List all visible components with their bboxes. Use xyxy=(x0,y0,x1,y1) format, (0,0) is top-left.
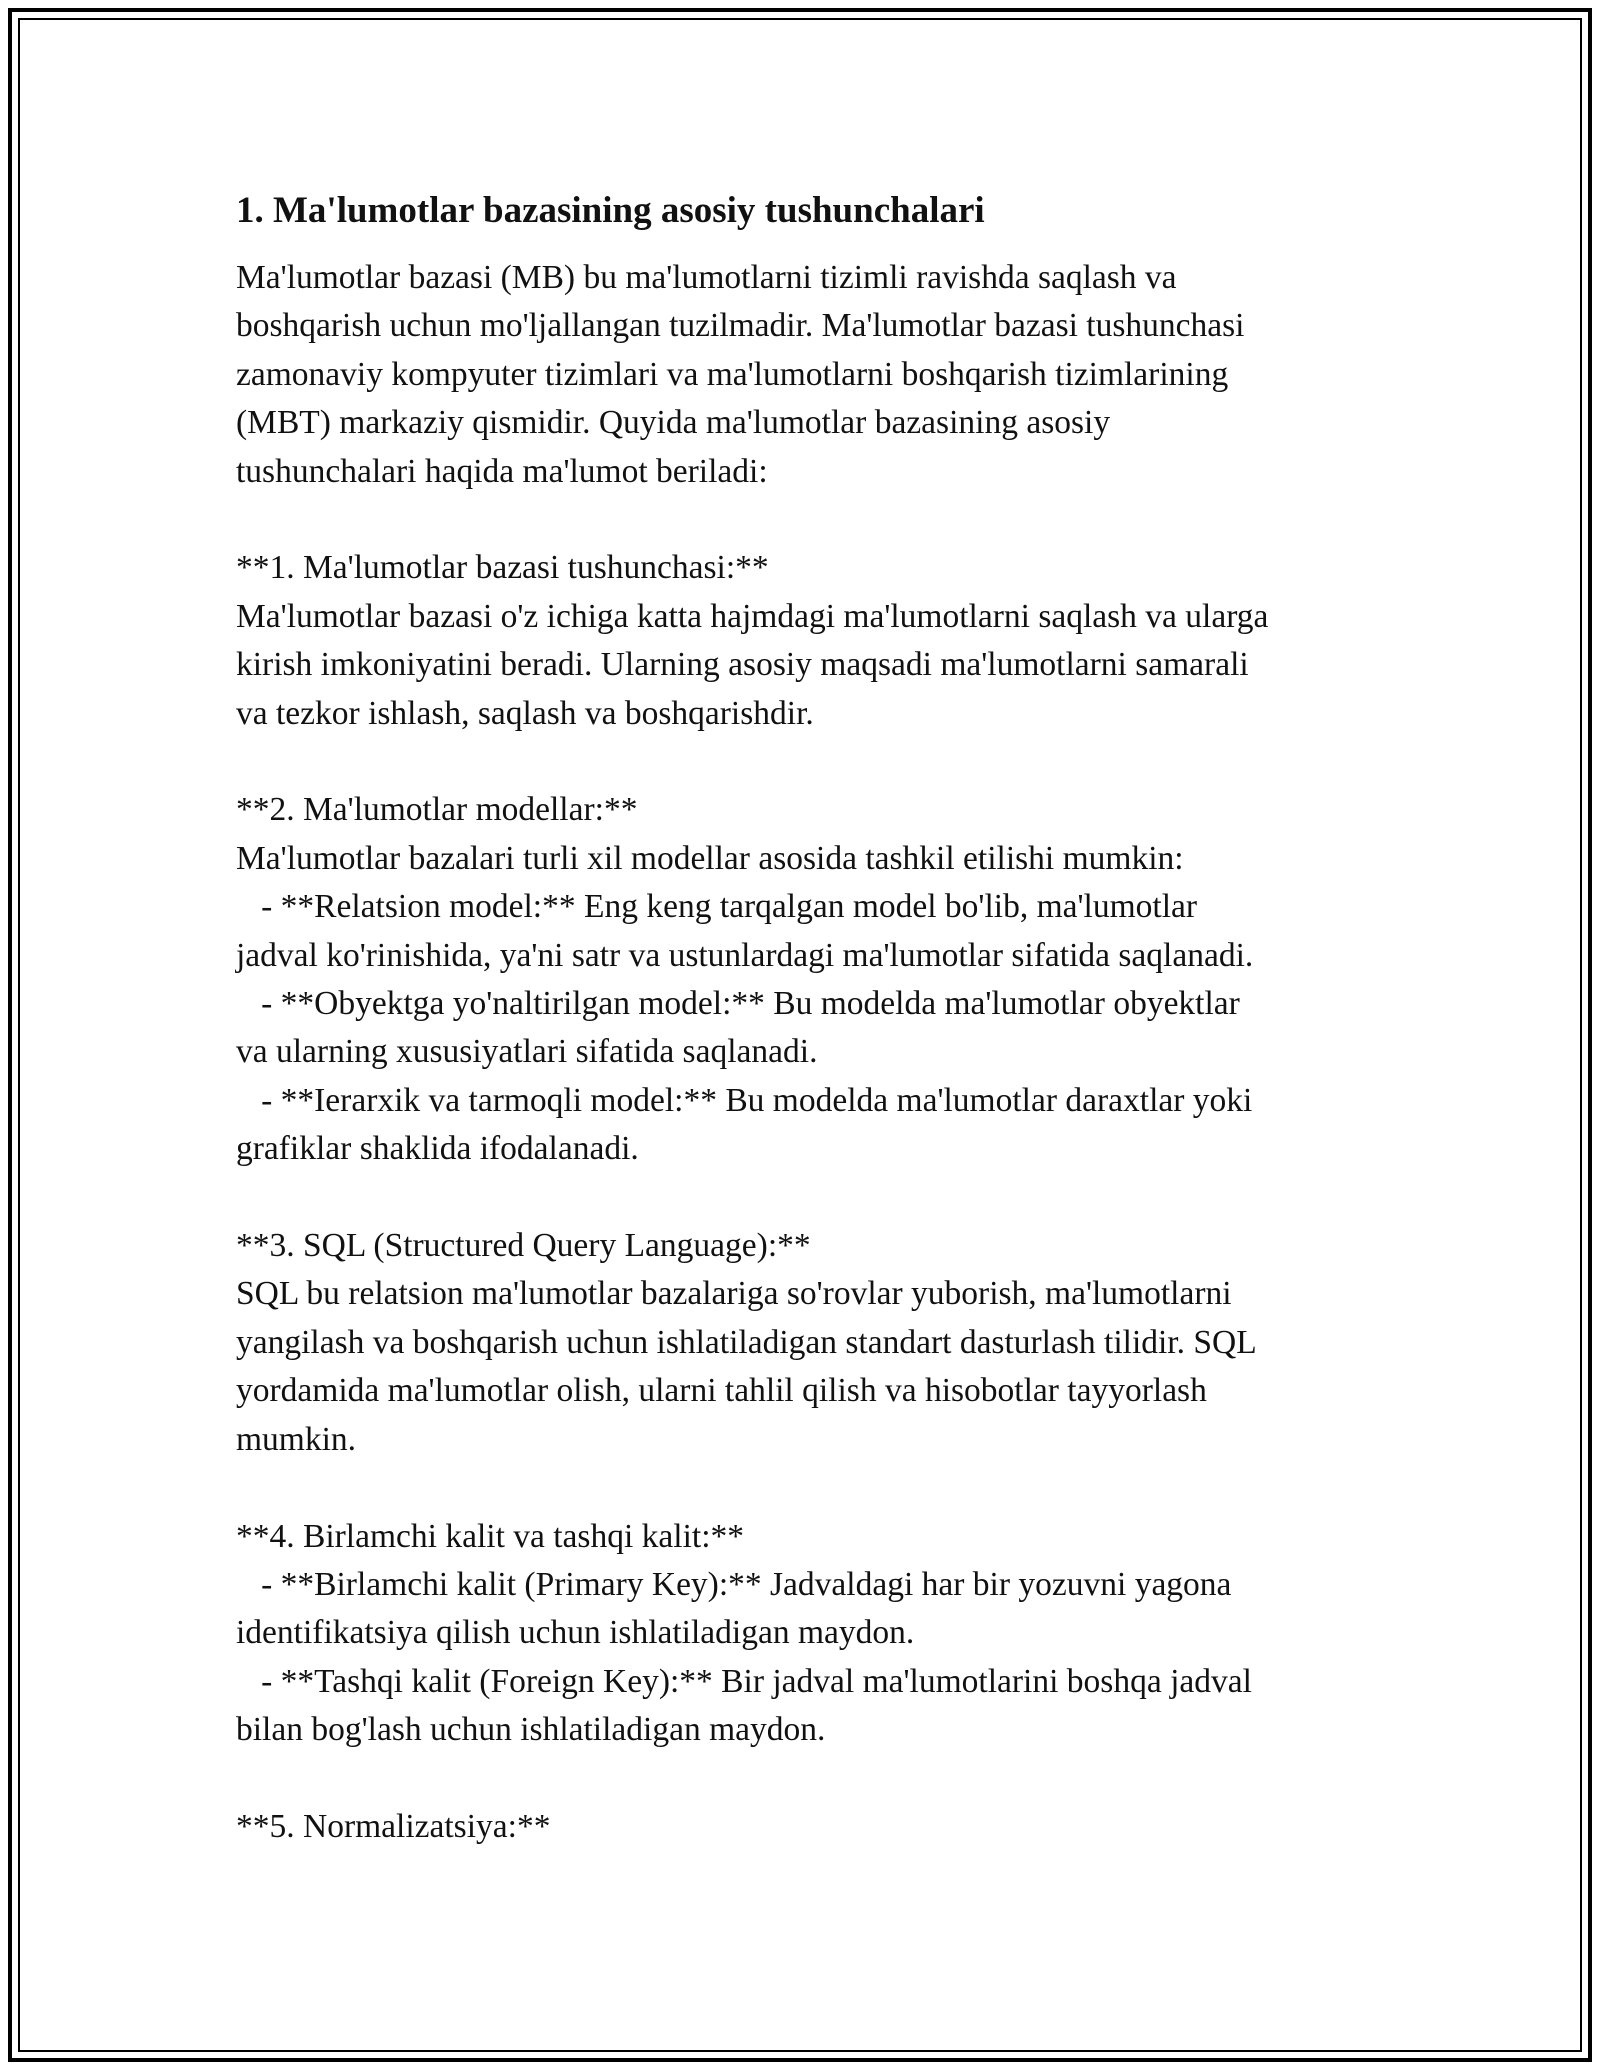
text-line: **1. Ma'lumotlar bazasi tushunchasi:** xyxy=(236,549,769,587)
text-line: Ma'lumotlar bazasi (MB) bu ma'lumotlarni tizimli ravishda saqlash va xyxy=(236,259,1177,296)
text-line: **2. Ma'lumotlar modellar:** xyxy=(236,791,638,829)
text-line: kirish imkoniyatini beradi. Ularning asosiy maqsadi ma'lumotlarni samarali xyxy=(236,646,1249,684)
text-line: zamonaviy kompyuter tizimlari va ma'lumotlarni boshqarish tizimlarining xyxy=(236,355,1229,393)
blank-line xyxy=(236,1174,1386,1222)
text-line: va ularning xususiyatlari sifatida saqlanadi. xyxy=(236,1033,818,1071)
text-line: grafiklar shaklida ifodalanadi. xyxy=(236,1130,639,1168)
text-line: va tezkor ishlash, saqlash va boshqarishdir. xyxy=(236,694,814,732)
text-line: SQL bu relatsion ma'lumotlar bazalariga so'rovlar yuborish, ma'lumotlarni xyxy=(236,1275,1232,1313)
text-line: - **Birlamchi kalit (Primary Key):** Jadvaldagi har bir yozuvni yagona xyxy=(236,1565,1232,1603)
blank-line xyxy=(236,1464,1386,1512)
text-line: **3. SQL (Structured Query Language):** xyxy=(236,1227,811,1265)
document-title: 1. Ma'lumotlar bazasining asosiy tushunchalari xyxy=(236,190,985,231)
text-line: Ma'lumotlar bazalari turli xil modellar asosida tashkil etilishi mumkin: xyxy=(236,839,1184,877)
text-line: **4. Birlamchi kalit va tashqi kalit:** xyxy=(236,1517,744,1555)
blank-line xyxy=(236,496,1386,544)
text-line: mumkin. xyxy=(236,1420,357,1458)
text-line: yordamida ma'lumotlar olish, ularni tahlil qilish va hisobotlar tayyorlash xyxy=(236,1372,1207,1410)
text-line: tushunchalari haqida ma'lumot beriladi: xyxy=(236,452,768,490)
text-line: (MBT) markaziy qismidir. Quyida ma'lumotlar bazasining asosiy xyxy=(236,404,1111,442)
blank-line xyxy=(236,738,1386,786)
document-body xyxy=(236,186,1386,1851)
text-line: - **Relatsion model:** Eng keng tarqalgan model bo'lib, ma'lumotlar xyxy=(236,888,1198,926)
text-line: **5. Normalizatsiya:** xyxy=(236,1807,551,1845)
text-line: - **Ierarxik va tarmoqli model:** Bu modelda ma'lumotlar daraxtlar yoki xyxy=(236,1081,1253,1119)
text-line: boshqarish uchun mo'ljallangan tuzilmadir. Ma'lumotlar bazasi tushunchasi xyxy=(236,307,1245,345)
text-line: jadval ko'rinishida, ya'ni satr va ustunlardagi ma'lumotlar sifatida saqlanadi. xyxy=(236,936,1254,974)
text-line: - **Tashqi kalit (Foreign Key):** Bir jadval ma'lumotlarini boshqa jadval xyxy=(236,1662,1252,1700)
text-line: bilan bog'lash uchun ishlatiladigan maydon. xyxy=(236,1711,826,1749)
text-line: - **Obyektga yo'naltirilgan model:** Bu modelda ma'lumotlar obyektlar xyxy=(236,985,1240,1023)
text-line: yangilash va boshqarish uchun ishlatiladigan standart dasturlash tilidir. SQL xyxy=(236,1323,1257,1361)
text-line: Ma'lumotlar bazasi o'z ichiga katta hajmdagi ma'lumotlarni saqlash va ularga xyxy=(236,597,1269,635)
blank-line xyxy=(236,1755,1386,1803)
text-line: identifikatsiya qilish uchun ishlatiladigan maydon. xyxy=(236,1614,915,1652)
document-text xyxy=(236,254,1386,1851)
